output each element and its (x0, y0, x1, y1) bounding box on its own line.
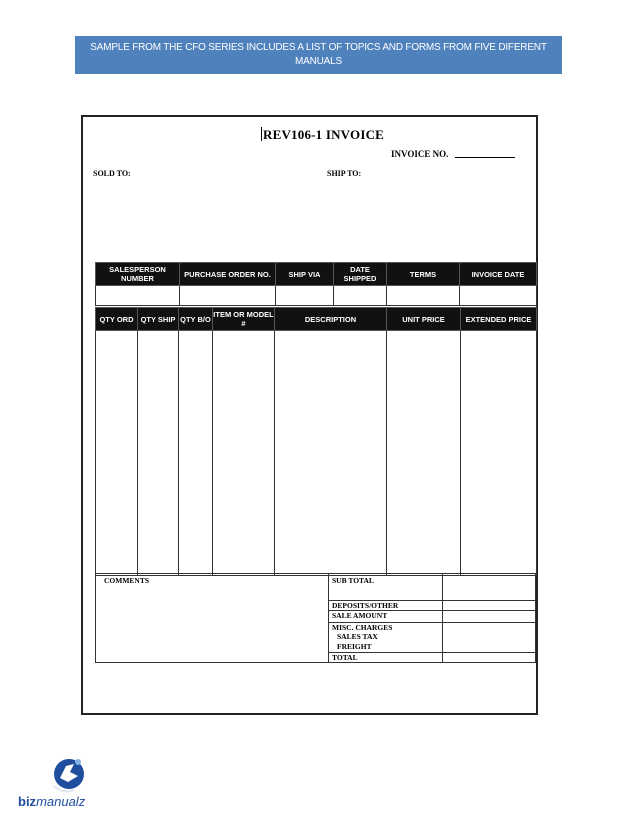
ship-to-label: SHIP TO: (327, 169, 362, 178)
col-extended-price: EXTENDED PRICE (461, 308, 537, 331)
sale-amount-label: SALE AMOUNT (332, 611, 388, 620)
ship-via-cell[interactable] (276, 286, 334, 306)
freight-label: FREIGHT (337, 642, 372, 651)
bizmanualz-logo (16, 752, 126, 812)
col-qty-bo: QTY B/O (179, 308, 213, 331)
invoice-date-cell[interactable] (460, 286, 537, 306)
form-title-text: REV106-1 INVOICE (263, 127, 385, 142)
col-qty-ship: QTY SHIP (138, 308, 179, 331)
logo-text-manualz: manualz (36, 794, 86, 809)
sample-banner (75, 36, 562, 74)
qty-ord-cell[interactable] (96, 331, 138, 576)
sales-tax-label: SALES TAX (337, 632, 378, 641)
comments-label: COMMENTS (104, 576, 149, 585)
purchase-order-cell[interactable] (180, 286, 276, 306)
row-divider (328, 652, 535, 653)
order-header-table (95, 262, 537, 306)
col-ship-via: SHIP VIA (276, 263, 334, 286)
col-invoice-date: INVOICE DATE (460, 263, 537, 286)
banner-line-2: MANUALS (295, 56, 342, 67)
banner-line-1: SAMPLE FROM THE CFO SERIES INCLUDES A LIST OF TOPICS AND FORMS FROM FIVE DIFERENT (90, 42, 547, 53)
extended-price-cell[interactable] (461, 331, 537, 576)
deposits-label: DEPOSITS/OTHER (332, 601, 399, 610)
totals-value-divider (442, 574, 443, 662)
unit-price-cell[interactable] (387, 331, 461, 576)
qty-ship-cell[interactable] (138, 331, 179, 576)
sub-total-label: SUB TOTAL (332, 576, 374, 585)
text-cursor (261, 127, 262, 141)
salesperson-number-cell[interactable] (96, 286, 180, 306)
totals-divider (328, 574, 329, 662)
total-label: TOTAL (332, 653, 358, 662)
invoice-number-field[interactable] (455, 157, 515, 158)
col-item-model: ITEM OR MODEL # (213, 308, 275, 331)
col-purchase-order-no: PURCHASE ORDER NO. (180, 263, 276, 286)
invoice-form (81, 115, 538, 715)
qty-bo-cell[interactable] (179, 331, 213, 576)
totals-section (95, 573, 536, 663)
col-description: DESCRIPTION (275, 308, 387, 331)
sold-to-label: SOLD TO: (93, 169, 131, 178)
misc-charges-label: MISC. CHARGES (332, 623, 393, 632)
item-model-cell[interactable] (213, 331, 275, 576)
date-shipped-cell[interactable] (334, 286, 387, 306)
col-salesperson-number: SALESPERSON NUMBER (96, 263, 180, 286)
line-items-table (95, 307, 537, 576)
col-terms: TERMS (387, 263, 460, 286)
col-qty-ord: QTY ORD (96, 308, 138, 331)
terms-cell[interactable] (387, 286, 460, 306)
form-title (261, 127, 384, 143)
logo-text-biz: biz (18, 794, 37, 809)
col-date-shipped: DATE SHIPPED (334, 263, 387, 286)
description-cell[interactable] (275, 331, 387, 576)
logo-wordmark (18, 794, 85, 809)
invoice-number-label: INVOICE NO. (391, 149, 449, 159)
col-unit-price: UNIT PRICE (387, 308, 461, 331)
